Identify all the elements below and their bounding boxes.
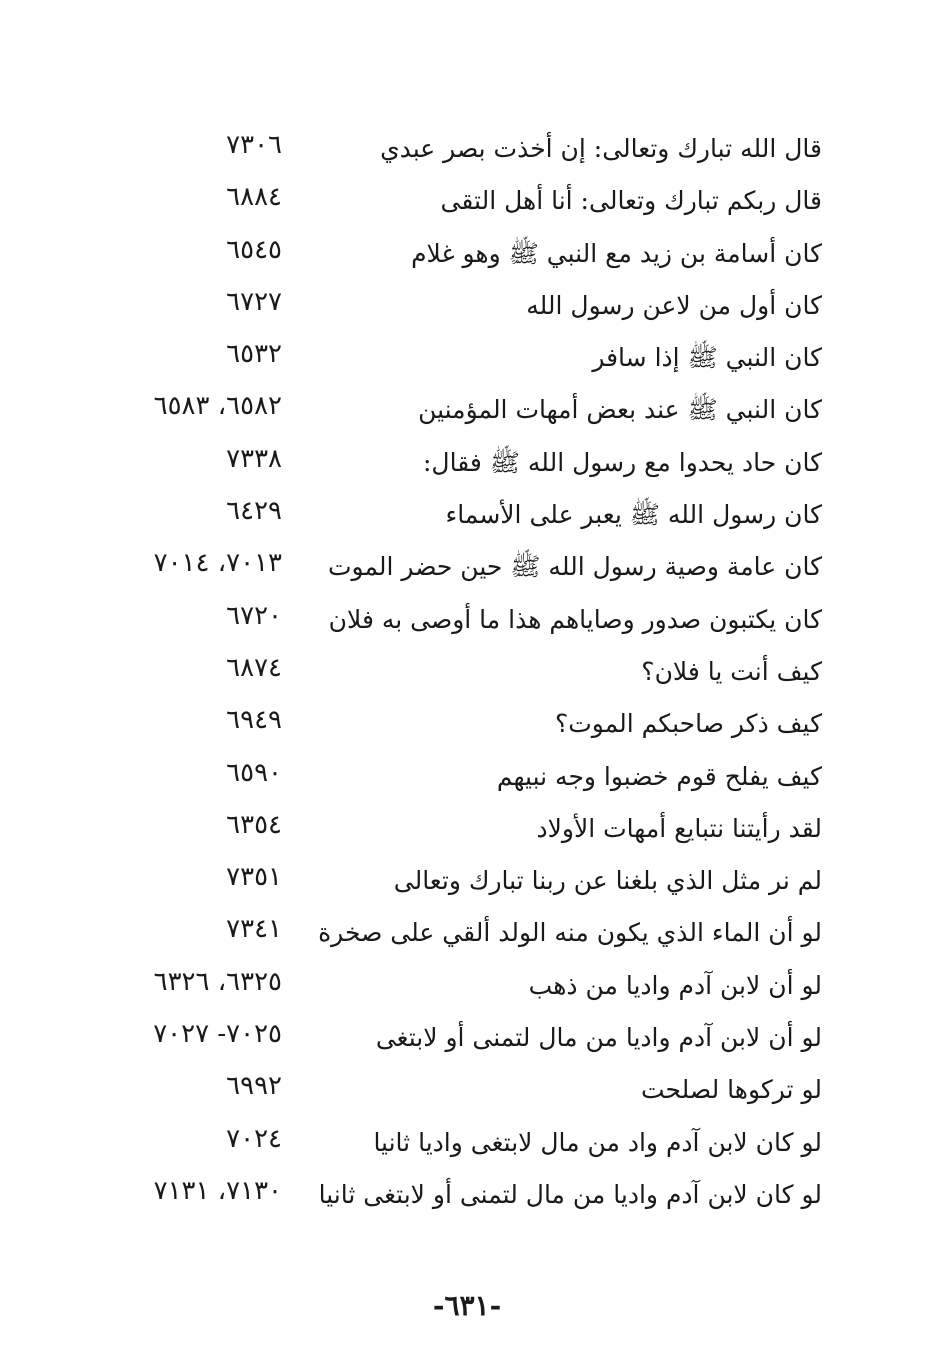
index-entry — [0, 178, 934, 230]
entry-reference-number: ٦٧٢٧ — [226, 286, 282, 317]
index-entry — [0, 701, 934, 753]
entry-reference-number: ٧٠١٣، ٧٠١٤ — [153, 548, 282, 579]
entry-text: كان أول من لاعن رسول الله — [526, 290, 822, 320]
index-entry — [0, 649, 934, 701]
index-entry — [0, 335, 934, 387]
entry-text: كيف يفلح قوم خضبوا وجه نبيهم — [496, 761, 822, 791]
entry-text: كان حاد يحدوا مع رسول الله ﷺ فقال: — [423, 447, 822, 477]
entry-text: لم نر مثل الذي بلغنا عن ربنا تبارك وتعالى — [393, 866, 822, 896]
index-entry — [0, 231, 934, 283]
index-entry — [0, 910, 934, 962]
entry-reference-number: ٦٥٤٥ — [226, 234, 282, 265]
entry-text: لو كان لابن آدم واد من مال لابتغى واديا ثانيا — [373, 1127, 822, 1157]
entry-text: قال الله تبارك وتعالى: إن أخذت بصر عبدي — [380, 134, 822, 163]
entry-reference-number: ٧٣٣٨ — [226, 443, 282, 474]
entry-text: كان النبي ﷺ عند بعض أمهات المؤمنين — [418, 395, 822, 425]
entry-reference-number: ٧٠٢٥- ٧٠٢٧ — [153, 1019, 282, 1050]
entry-text: لو أن لابن آدم واديا من ذهب — [528, 970, 822, 1000]
entry-text: لو أن لابن آدم واديا من مال لتمنى أو لابتغى — [375, 1023, 822, 1053]
entry-text: كان عامة وصية رسول الله ﷺ حين حضر الموت — [328, 552, 822, 582]
index-entry — [0, 387, 934, 439]
index-entry — [0, 963, 934, 1015]
entry-reference-number: ٦٩٤٩ — [226, 705, 282, 736]
index-entry — [0, 544, 934, 596]
index-entry — [0, 1067, 934, 1119]
entry-text: لقد رأيتنا نتبايع أمهات الأولاد — [536, 813, 822, 843]
entry-text: كيف ذكر صاحبكم الموت؟ — [554, 709, 822, 739]
entry-text: لو كان لابن آدم واديا من مال لتمنى أو لابتغى ثانيا — [318, 1179, 822, 1209]
entry-reference-number: ٦٥٨٢، ٦٥٨٣ — [153, 391, 282, 422]
entry-text: كان يكتبون صدور وصاياهم هذا ما أوصى به فلان — [328, 604, 822, 634]
page-number: -٦٣١- — [432, 1289, 502, 1322]
entry-reference-number: ٧٠٢٤ — [226, 1123, 282, 1154]
index-entry — [0, 440, 934, 492]
entry-reference-number: ٦٣٢٥، ٦٣٢٦ — [153, 966, 282, 997]
entry-text: قال ربكم تبارك وتعالى: أنا أهل التقى — [440, 186, 822, 216]
index-entry — [0, 1120, 934, 1172]
index-entry — [0, 597, 934, 649]
entry-reference-number: ٦٥٣٢ — [226, 339, 282, 370]
index-entry — [0, 1015, 934, 1067]
index-entry — [0, 126, 934, 178]
index-entry — [0, 806, 934, 858]
entry-reference-number: ٦٧٢٠ — [226, 600, 282, 631]
entry-reference-number: ٧١٣٠، ٧١٣١ — [153, 1175, 282, 1206]
entry-text: لو تركوها لصلحت — [640, 1075, 822, 1105]
entry-reference-number: ٦٨٨٤ — [226, 182, 282, 213]
index-entry-list — [0, 126, 934, 1224]
index-entry — [0, 858, 934, 910]
entry-reference-number: ٧٣٥١ — [226, 862, 282, 893]
index-entry — [0, 492, 934, 544]
entry-text: كان النبي ﷺ إذا سافر — [592, 343, 822, 373]
entry-text: لو أن الماء الذي يكون منه الولد ألقي على صخرة — [318, 918, 822, 948]
entry-reference-number: ٧٣٤١ — [226, 914, 282, 945]
entry-reference-number: ٦٣٥٤ — [226, 809, 282, 840]
entry-reference-number: ٦٥٩٠ — [226, 757, 282, 788]
index-entry — [0, 283, 934, 335]
entry-text: كيف أنت يا فلان؟ — [641, 656, 822, 686]
entry-text: كان أسامة بن زيد مع النبي ﷺ وهو غلام — [411, 238, 822, 268]
index-entry — [0, 754, 934, 806]
index-entry — [0, 1172, 934, 1224]
entry-reference-number: ٦٩٩٢ — [226, 1071, 282, 1102]
entry-reference-number: ٦٤٢٩ — [226, 496, 282, 527]
entry-reference-number: ٦٨٧٤ — [226, 652, 282, 683]
entry-reference-number: ٧٣٠٦ — [226, 130, 282, 160]
entry-text: كان رسول الله ﷺ يعبر على الأسماء — [445, 500, 822, 530]
